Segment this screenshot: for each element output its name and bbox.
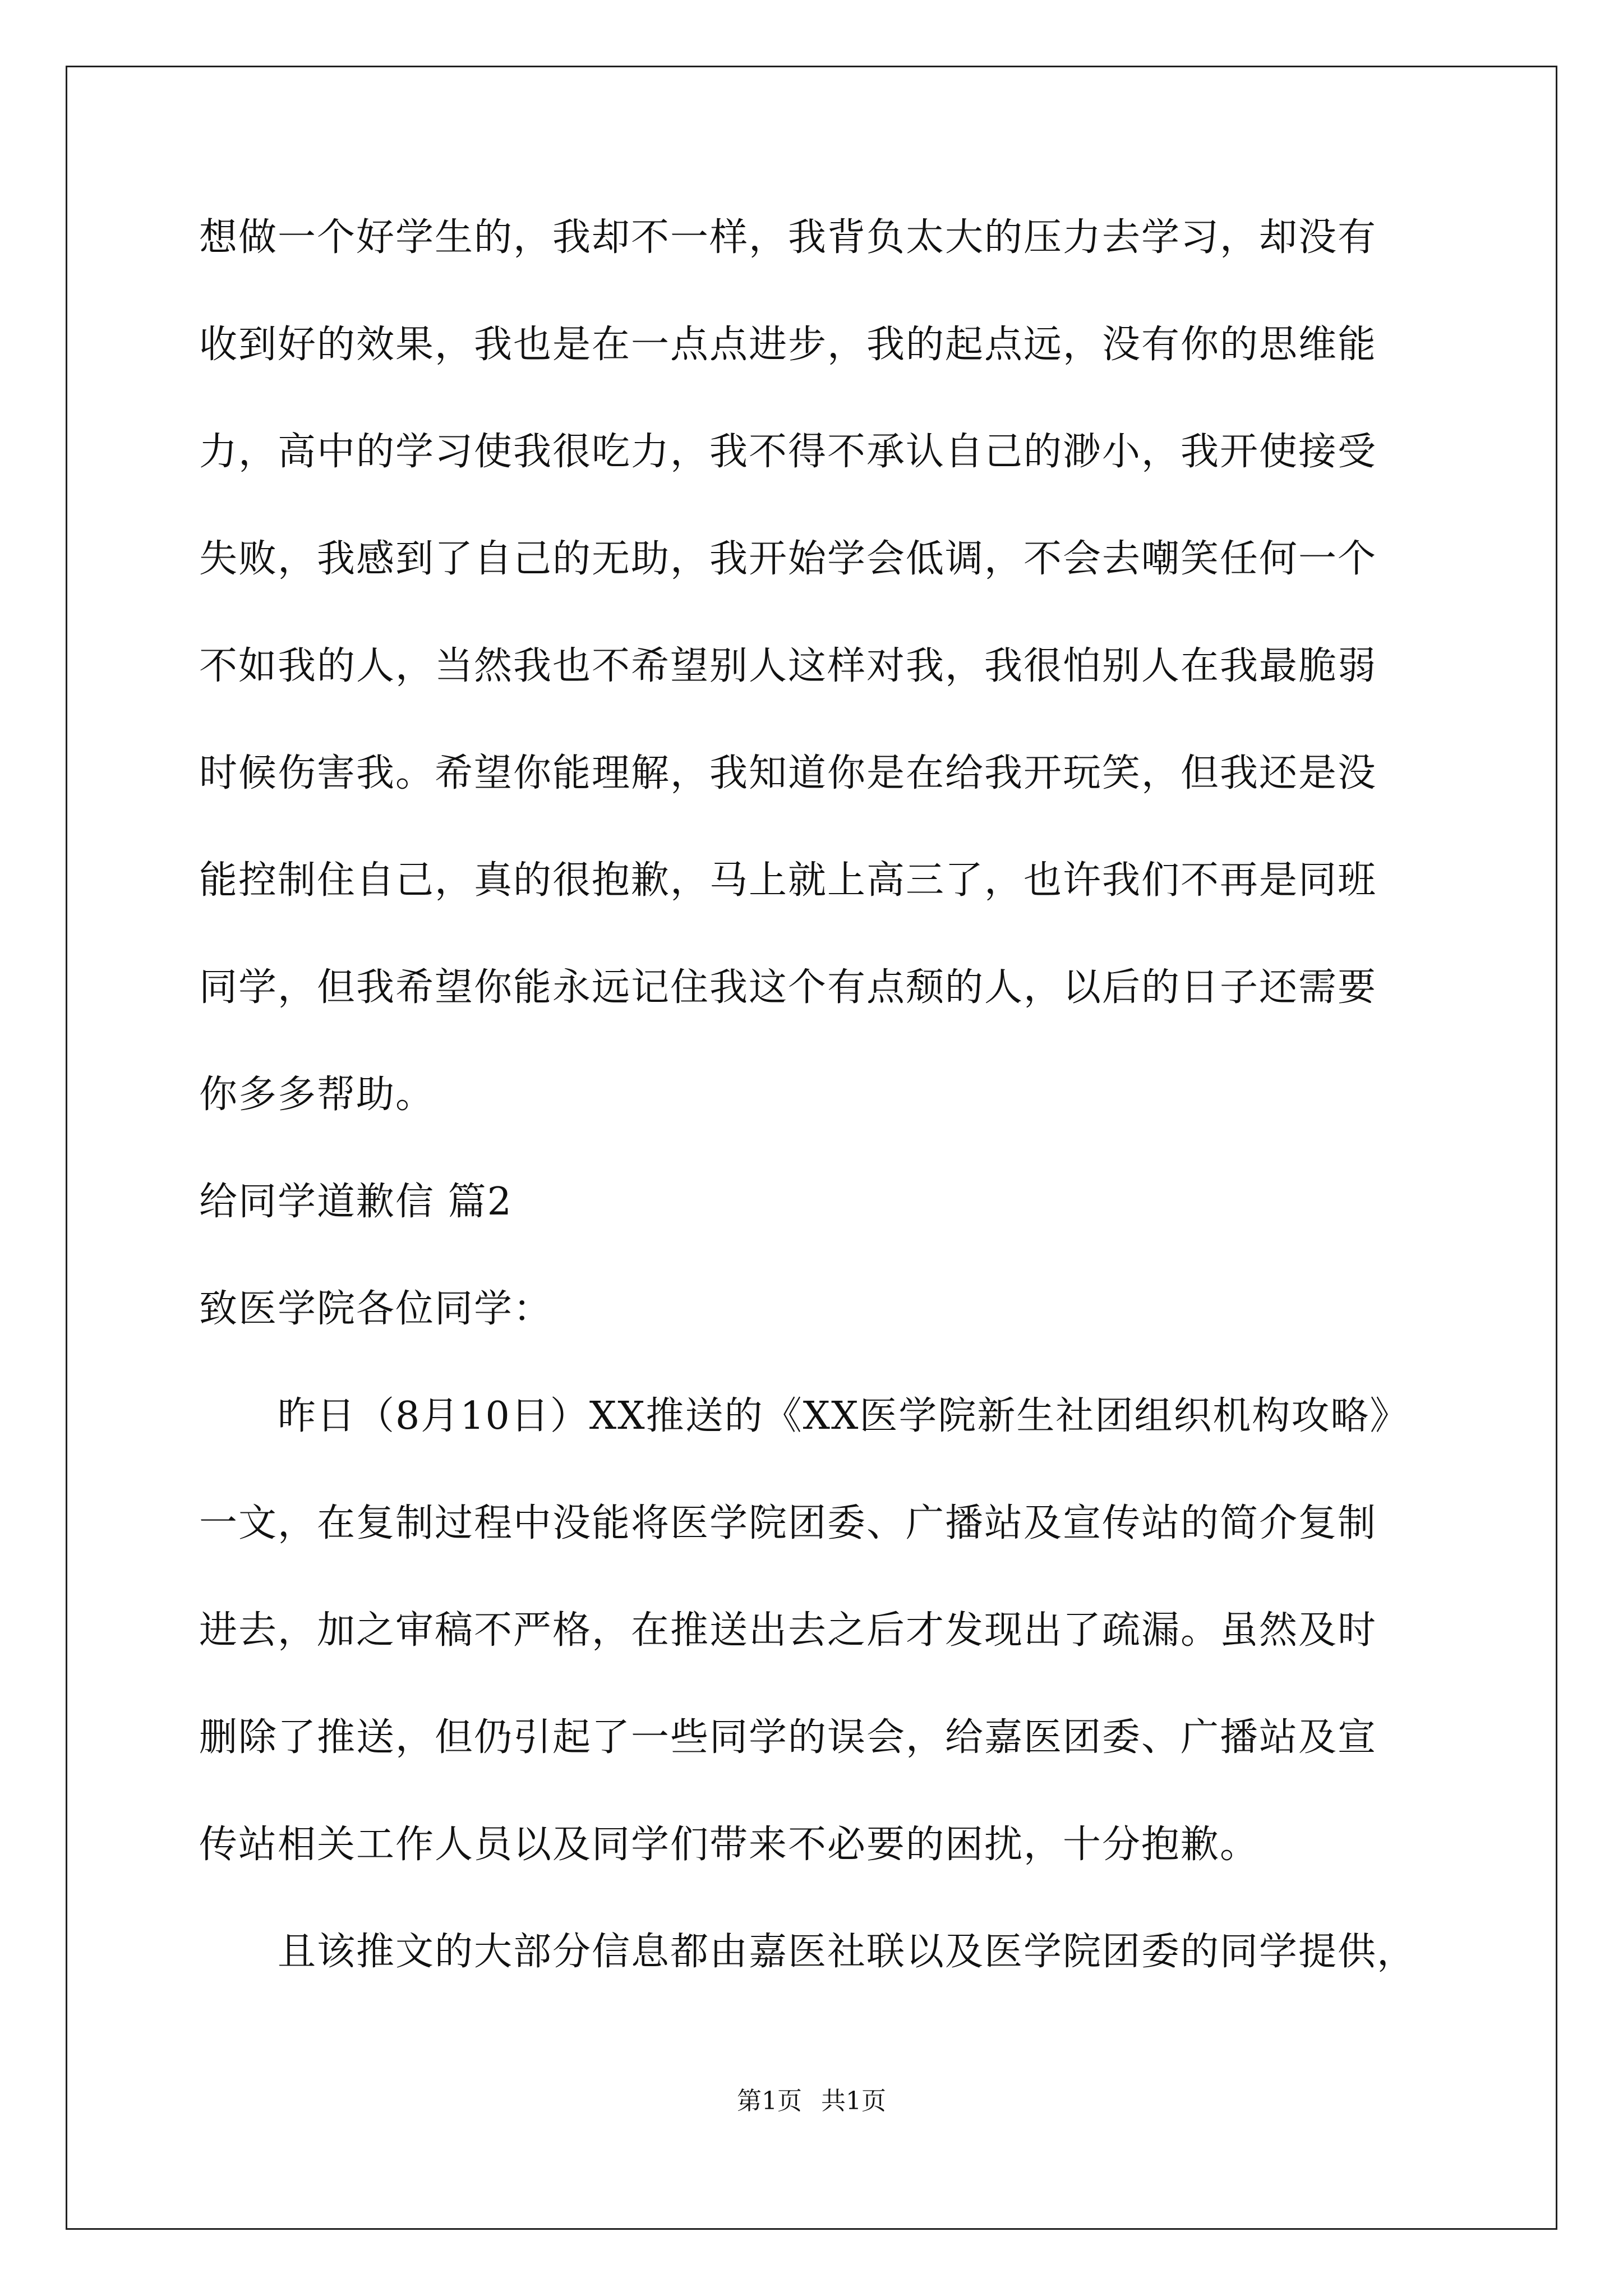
body-line: 同学，但我希望你能永远记住我这个有点颓的人，以后的日子还需要	[199, 965, 1377, 1010]
document-body	[199, 216, 1433, 2037]
body-line: 不如我的人，当然我也不希望别人这样对我，我很怕别人在我最脆弱	[199, 644, 1377, 688]
body-line: 你多多帮助。	[199, 1073, 435, 1117]
body-line: 收到好的效果，我也是在一点点进步，我的起点远，没有你的思维能	[199, 323, 1377, 367]
page-total: 共1页	[821, 2087, 886, 2115]
body-line: 删除了推送，但仍引起了一些同学的误会，给嘉医团委、广播站及宣	[199, 1715, 1377, 1760]
page-number: 第1页	[737, 2087, 802, 2115]
body-line: 想做一个好学生的，我却不一样，我背负太大的压力去学习，却没有	[199, 215, 1377, 260]
page-footer	[0, 2087, 1623, 2116]
body-line: 能控制住自己，真的很抱歉，马上就上高三了，也许我们不再是同班	[199, 858, 1377, 903]
body-line: 力，高中的学习使我很吃力，我不得不承认自己的渺小，我开使接受	[199, 430, 1377, 474]
body-line: 时候伤害我。希望你能理解，我知道你是在给我开玩笑，但我还是没	[199, 751, 1377, 795]
section-heading: 给同学道歉信 篇2	[199, 1180, 513, 1224]
body-line: 传站相关工作人员以及同学们带来不必要的困扰，十分抱歉。	[199, 1823, 1260, 1867]
body-line: 失败，我感到了自己的无助，我开始学会低调，不会去嘲笑任何一个	[199, 537, 1377, 581]
salutation: 致医学院各位同学：	[199, 1287, 553, 1331]
body-line: 一文，在复制过程中没能将医学院团委、广播站及宣传站的简介复制	[199, 1501, 1377, 1545]
body-line: 昨日（8月10日）XX推送的《XX医学院新生社团组织机构攻略》	[278, 1394, 1409, 1438]
body-line: 进去，加之审稿不严格，在推送出去之后才发现出了疏漏。虽然及时	[199, 1608, 1377, 1653]
body-line: 且该推文的大部分信息都由嘉医社联以及医学院团委的同学提供，	[278, 1930, 1417, 1974]
